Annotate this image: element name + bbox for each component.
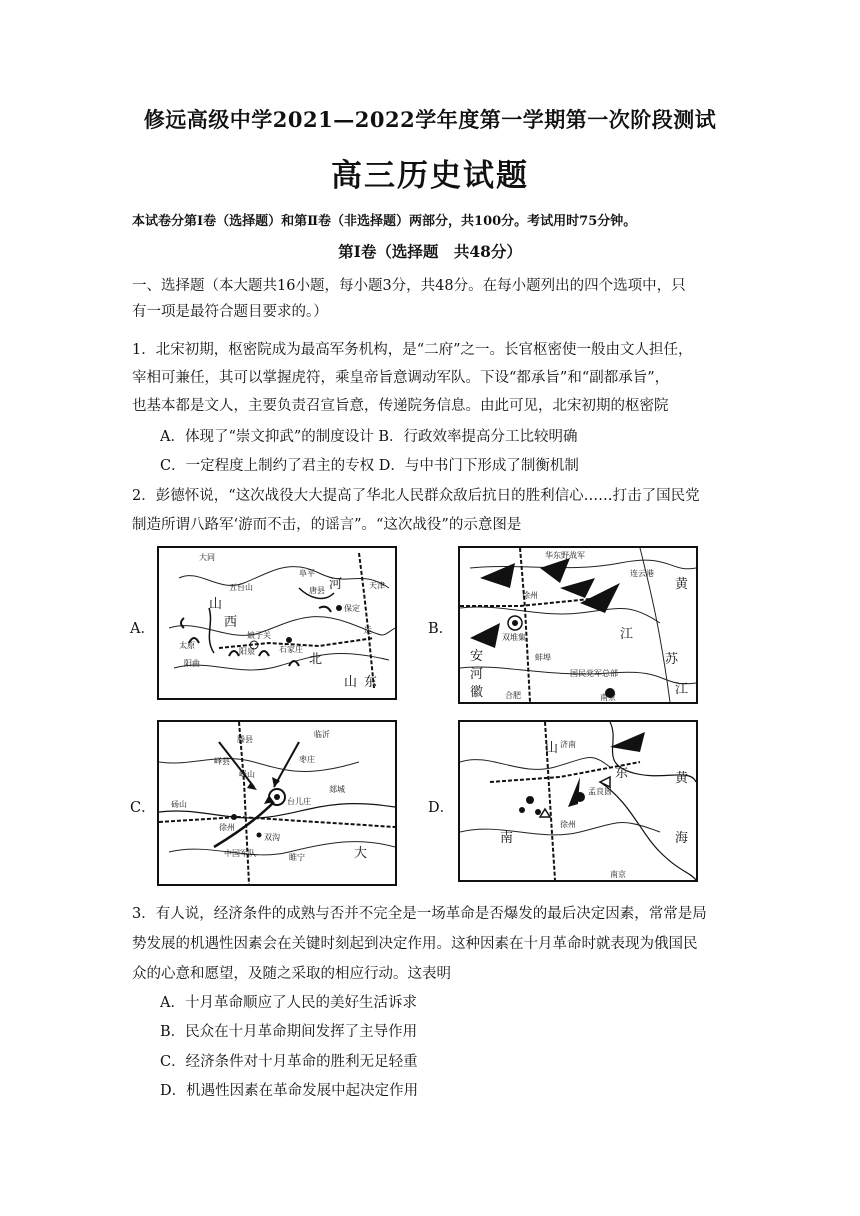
map-c-place: 峄山 [239,770,255,779]
q3-stem-line-1: 3．有人说，经济条件的成熟与否并不完全是一场革命是否爆发的最后决定因素，常常是局 [132,906,707,922]
map-a-place: 山 [209,597,223,612]
paper-info-line: 本试卷分第Ⅰ卷（选择题）和第Ⅱ卷（非选择题）两部分，共100分。考试用时75分钟。 [132,214,637,229]
map-b-place: 连云港 [630,569,654,578]
map-a-place: 天津 [369,581,385,590]
map-a-place: 太原 [179,641,195,650]
map-c-place: 中国军队 [224,849,256,858]
map-a-place: 东 [364,675,378,690]
q3-option-c: C．经济条件对十月革命的胜利无足轻重 [160,1054,418,1070]
map-c-place: 临沂 [314,730,330,739]
map-c-place: 峄县 [214,757,230,766]
map-d-place: 黄 [675,771,689,786]
map-c-place: 郯城 [329,785,345,794]
q3-option-d: D．机遇性因素在革命发展中起决定作用 [160,1083,419,1099]
school-exam-title: 修远高级中学2021—2022学年度第一学期第一次阶段测试 [143,107,717,132]
map-c-label: C． [130,800,156,816]
q2-stem-line-1: 2．彭德怀说，“这次战役大大提高了华北人民群众敌后抗日的胜利信心……打击了国民党 [132,488,700,504]
map-d-place: 徐州 [560,820,576,829]
map-b-place: 江 [620,627,634,642]
section-heading: 第Ⅰ卷（选择题 共48分） [338,242,522,261]
q1-options-ab: A．体现了“崇文抑武”的制度设计 B．行政效率提高分工比较明确 [160,429,578,445]
map-d-place: 海 [675,831,689,846]
map-c-place: 枣庄 [299,755,315,764]
map-d-place: 南京 [610,870,626,879]
map-a-place: 石家庄 [279,645,303,654]
map-a-place: 阜平 [299,569,315,578]
q1-stem-line-2: 宰相可兼任，其可以掌握虎符，乘皇帝旨意调动军队。下设“都承旨”和“副都承旨”， [132,370,670,386]
q3-option-b: B．民众在十月革命期间发挥了主导作用 [160,1024,418,1040]
map-c-place: 台儿庄 [287,797,311,806]
map-a-place: 山 [344,675,358,690]
q1-options-cd: C．一定程度上制约了君主的专权 D．与中书门下形成了制衡机制 [160,458,579,474]
map-b-place: 南京 [600,693,616,702]
map-c-place: 双沟 [264,833,280,842]
map-d-place: 东 [615,766,629,781]
map-d-place: 济南 [560,740,576,749]
map-b-place: 双堆集 [502,633,526,642]
map-d-place: 孟良崮 [588,787,612,796]
map-a-place: 西 [224,615,238,630]
map-a-place: 五台山 [229,583,253,592]
q1-stem-line-3: 也基本都是文人，主要负责召宣旨意，传递院务信息。由此可见，北宋初期的枢密院 [132,398,669,414]
map-b-place: 蚌埠 [535,653,551,662]
map-b-place: 徐州 [522,591,538,600]
map-b-place: 华东野战军 [545,551,585,560]
map-c-place: 大 [354,846,368,861]
map-d-label: D． [428,800,455,816]
map-c-taierzhuang [157,720,397,886]
map-c-place: 滕县 [237,735,253,744]
map-c-place: 睢宁 [289,853,305,862]
map-a-place: 大同 [199,553,215,562]
map-b-place: 安 [470,649,484,664]
map-b-place: 合肥 [505,691,521,700]
map-a-place: 唐县 [309,586,325,595]
q2-stem-line-2: 制造所谓八路军‘游而不击，的谣言”。“这次战役”的示意图是 [132,517,522,533]
instructions-line-2: 有一项是最符合题目要求的。） [132,304,328,320]
map-c-place: 砀山 [171,800,187,809]
map-b-place: 苏 [665,652,679,667]
q3-option-a: A．十月革命顺应了人民的美好生活诉求 [160,995,417,1011]
map-b-place: 河 [470,667,484,682]
instructions-line-1: 一、选择题（本大题共16小题，每小题3分，共48分。在每小题列出的四个选项中，只 [132,278,686,294]
map-b-huaihai [458,546,698,704]
map-a-place: 阳泉 [239,647,255,656]
map-d-menglianggu [458,720,698,882]
map-c-place: 徐州 [219,823,235,832]
map-b-place: 江 [675,682,689,697]
q1-stem-line-1: 1．北宋初期，枢密院成为最高军务机构，是“二府”之一。长官枢密使一般由文人担任， [132,342,693,358]
map-a-place: 保定 [344,604,360,613]
map-a-hundred-regiments [157,546,397,700]
map-d-place: 南 [500,831,514,846]
map-a-place: 运 [364,626,372,635]
map-a-place: 阳曲 [184,659,200,668]
exam-subject-title: 高三历史试题 [331,158,529,194]
map-d-place: 山 [545,741,559,756]
map-b-label: B． [428,621,454,637]
map-a-place: 娘子关 [247,631,271,640]
map-a-place: 北 [309,652,323,667]
q3-stem-line-2: 势发展的机遇性因素会在关键时刻起到决定作用。这种因素在十月革命时就表现为俄国民 [132,936,698,952]
map-b-place: 黄 [675,577,689,592]
map-a-label: A． [130,621,155,637]
map-a-place: 河 [329,577,343,592]
map-b-place: 徽 [470,685,484,700]
map-b-place: 国民党军总部 [570,669,618,678]
q3-stem-line-3: 众的心意和愿望，及随之采取的相应行动。这表明 [132,966,451,982]
